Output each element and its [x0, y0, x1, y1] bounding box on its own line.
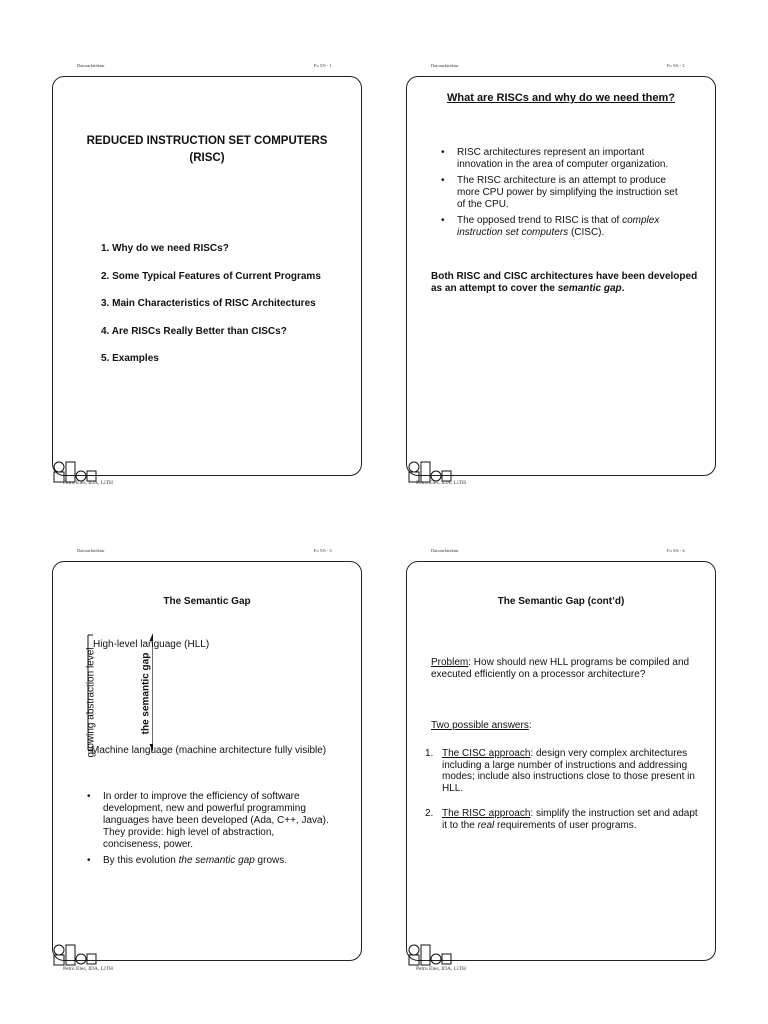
- answer-item: 1. The CISC approach: design very complex architectures including a large number of instructions and addressing modes; include also instructions close to those present in HLL.: [425, 748, 695, 794]
- bullet-item: • By this evolution the semantic gap grows.: [83, 855, 333, 867]
- slide-4: [406, 561, 716, 961]
- bullet-item: • The opposed trend to RISC is that of complex instruction set computers (CISC).: [437, 215, 687, 239]
- slide-1: [52, 76, 362, 476]
- slide1-title-line1: REDUCED INSTRUCTION SET COMPUTERS: [86, 135, 328, 147]
- answer-item: 2. The RISC approach: simplify the instruction set and adapt it to the real requirements of user programs.: [425, 808, 698, 831]
- page3-footer: Petru Eles, IDA, LiTH: [63, 966, 113, 972]
- page1-header-right: Fo 5/6 - 1: [314, 63, 332, 68]
- bullet-item: • RISC architectures represent an important innovation in the area of computer organization.: [437, 147, 687, 171]
- slide4-title: The Semantic Gap (cont’d): [497, 596, 625, 607]
- page3-header-left: Datorarkitektur: [77, 548, 105, 553]
- slide2-bullets: [437, 147, 687, 243]
- page2-header-left: Datorarkitektur: [431, 63, 459, 68]
- slide-3: [52, 561, 362, 961]
- bullet-item: • In order to improve the efficiency of software development, new and powerful programming languages have been developed (Ada, C++, Java). They provide: high level of abstraction, conciseness, power.: [83, 791, 333, 851]
- slide4-problem: Problem: How should new HLL programs be compiled and executed efficiently on a processor architecture?: [431, 657, 690, 680]
- slide-2: [406, 76, 716, 476]
- slide4-answers-heading: Two possible answers:: [431, 720, 532, 731]
- page1-header-left: Datorarkitektur: [77, 63, 105, 68]
- outline-item: 3. Main Characteristics of RISC Architectures: [101, 298, 316, 309]
- page4-header-right: Fo 5/6 - 4: [667, 548, 685, 553]
- slide2-title: What are RISCs and why do we need them?: [447, 92, 675, 104]
- page2-header-right: Fo 5/6 - 2: [667, 63, 685, 68]
- slide4-answers: [415, 748, 700, 845]
- page4-footer: Petru Eles, IDA, LiTH: [416, 966, 466, 972]
- slide2-summary: Both RISC and CISC architectures have been developed as an attempt to cover the semantic gap.: [431, 271, 698, 294]
- machine-language-label: Machine language (machine architecture fully visible): [91, 745, 327, 756]
- outline-item: 2. Some Typical Features of Current Programs: [101, 270, 321, 282]
- bullet-item: • The RISC architecture is an attempt to produce more CPU power by simplifying the instruction set of the CPU.: [437, 175, 687, 211]
- outline-item: 1. Why do we need RISCs?: [101, 243, 229, 254]
- slide1-outline: [101, 243, 321, 381]
- ida-logo-icon: [53, 944, 97, 966]
- page1-footer: Petru Eles, IDA, LiTH: [63, 480, 113, 486]
- ida-logo-icon: [408, 944, 452, 966]
- slide3-bullets: [83, 791, 333, 871]
- outline-item: 4. Are RISCs Really Better than CISCs?: [101, 325, 287, 337]
- hll-label: High-level language (HLL): [93, 639, 210, 650]
- semantic-gap-label: the semantic gap: [140, 652, 152, 735]
- axis-label-growing-abstraction: growing abstraction level: [85, 647, 97, 758]
- page4-header-left: Datorarkitektur: [431, 548, 459, 553]
- page2-footer: Petru Eles, IDA, LiTH: [416, 480, 466, 486]
- page3-header-right: Fo 5/6 - 3: [314, 548, 332, 553]
- outline-item: 5. Examples: [101, 353, 159, 364]
- slide1-title-line2: (RISC): [189, 152, 225, 164]
- slide3-title: The Semantic Gap: [163, 596, 251, 607]
